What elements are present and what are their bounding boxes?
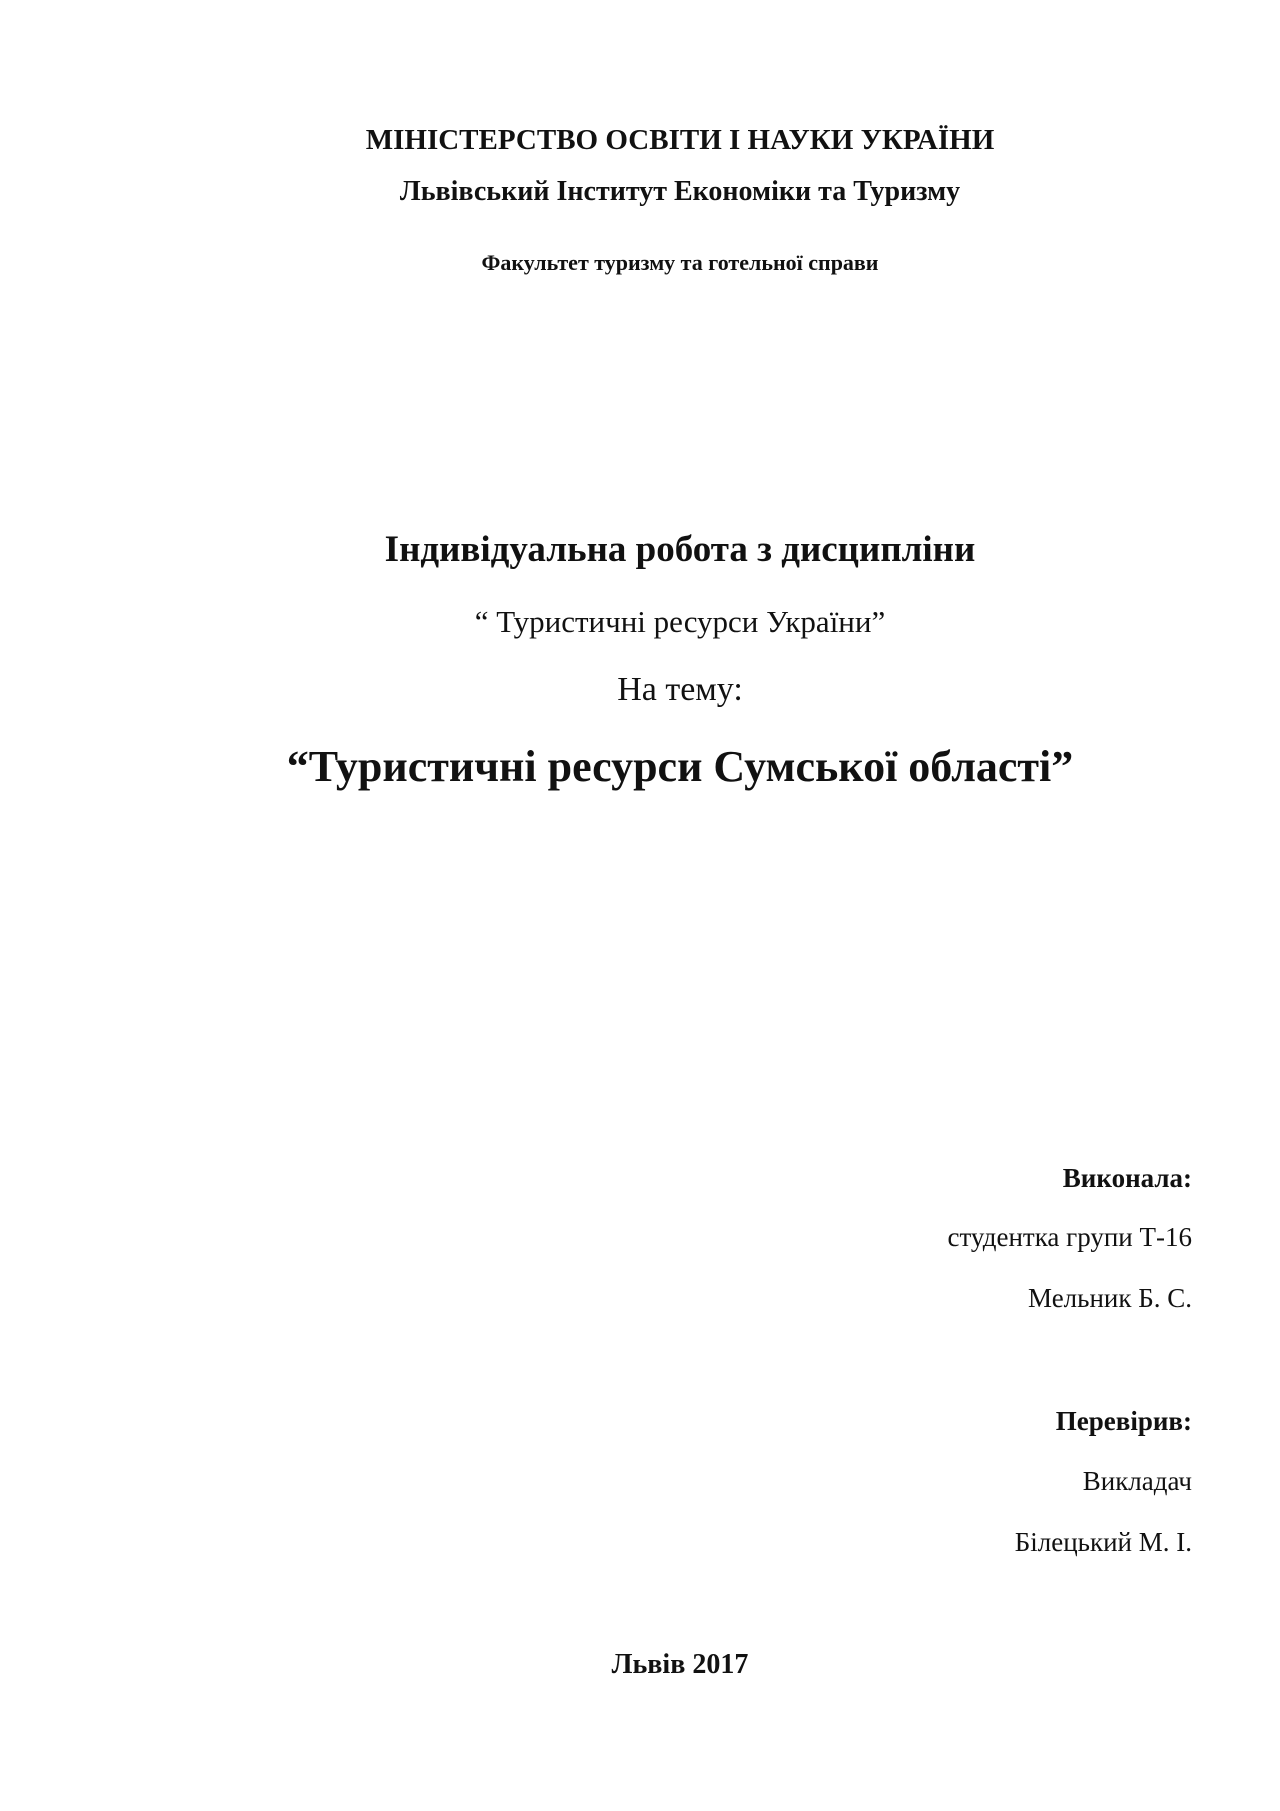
reviewer-label: Перевірив: bbox=[1055, 1406, 1192, 1436]
topic-title: “Туристичні ресурси Сумської області” bbox=[286, 742, 1074, 791]
discipline-name: “ Туристичні ресурси України” bbox=[474, 604, 886, 639]
topic-label: На тему: bbox=[617, 671, 743, 708]
reviewer-role: Викладач bbox=[1082, 1466, 1192, 1496]
author-group: студентка групи Т-16 bbox=[947, 1222, 1192, 1252]
author-name: Мельник Б. С. bbox=[1028, 1283, 1192, 1313]
reviewer-name: Білецький М. І. bbox=[1014, 1527, 1192, 1557]
author-label: Виконала: bbox=[1062, 1163, 1192, 1193]
city-year: Львів 2017 bbox=[611, 1649, 749, 1680]
work-title: Індивідуальна робота з дисципліни bbox=[384, 529, 976, 570]
institute-heading: Львівський Інститут Економіки та Туризму bbox=[399, 176, 961, 207]
ministry-heading: МІНІСТЕРСТВО ОСВІТИ І НАУКИ УКРАЇНИ bbox=[365, 124, 995, 156]
faculty-heading: Факультет туризму та готельної справи bbox=[481, 250, 879, 275]
